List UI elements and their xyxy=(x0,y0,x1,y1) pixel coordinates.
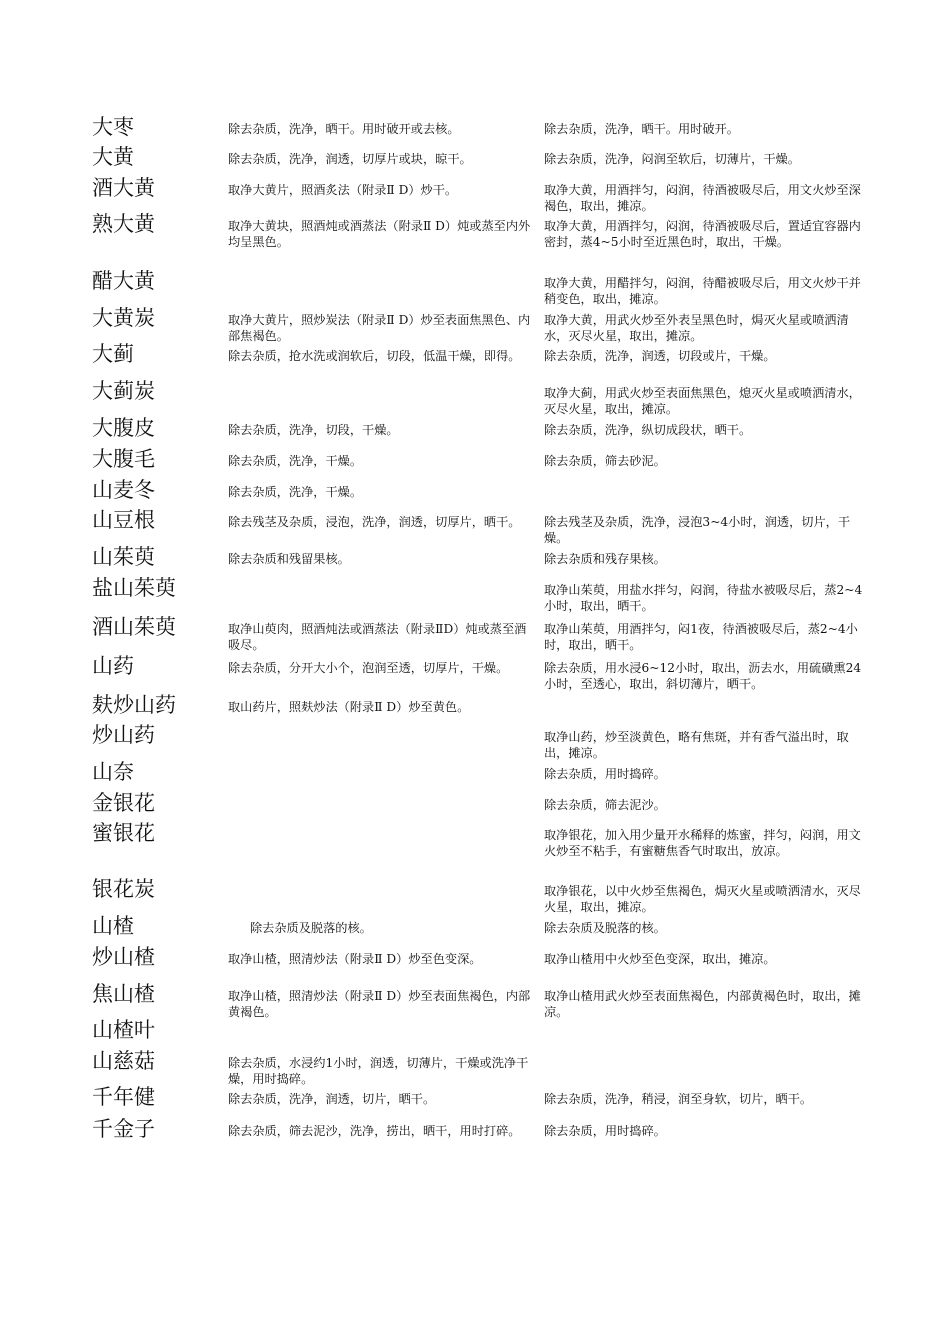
processing-method-2: 取净大黄，用武火炒至外表呈黑色时，焗灭火星或喷洒清水，灭尽火星，取出，摊凉。 xyxy=(544,313,849,343)
table-row xyxy=(0,820,950,858)
table-row xyxy=(0,759,950,784)
herb-name: 大蓟炭 xyxy=(92,379,155,403)
table-row xyxy=(0,477,950,502)
processing-method-2: 取净大蓟，用武火炒至表面焦黑色，熄灭火星或喷洒清水，灭尽火星，取出，摊凉。 xyxy=(544,386,861,416)
table-row xyxy=(0,876,950,914)
table-row xyxy=(0,144,950,169)
table-row xyxy=(0,692,950,717)
processing-method-2: 取净山楂用中火炒至色变深，取出，摊凉。 xyxy=(544,952,776,966)
table-row xyxy=(0,175,950,213)
processing-method-1: 除去杂质，洗净，切段，干燥。 xyxy=(228,423,399,437)
table-row xyxy=(0,1017,950,1042)
herb-name: 大腹皮 xyxy=(92,416,155,440)
herb-name: 焦山楂 xyxy=(92,982,155,1006)
processing-method-2: 取净山茱萸，用盐水拌匀，闷润，待盐水被吸尽后，蒸2~4小时，取出，晒干。 xyxy=(544,583,863,613)
processing-method-1: 除去杂质，抢水洗或润软后，切段，低温干燥，即得。 xyxy=(228,349,521,363)
processing-method-1: 除去杂质，洗净，干燥。 xyxy=(228,485,363,499)
processing-method-2: 除去杂质，洗净，润透，切段或片，干燥。 xyxy=(544,349,776,363)
processing-method-1: 除去杂质和残留果核。 xyxy=(228,552,350,566)
herb-name: 山茱萸 xyxy=(92,545,155,569)
processing-method-2: 除去杂质，筛去泥沙。 xyxy=(544,798,666,812)
processing-method-2: 取净山楂用武火炒至表面焦褐色，内部黄褐色时，取出，摊凉。 xyxy=(544,989,861,1019)
herb-name: 盐山茱萸 xyxy=(92,576,176,600)
processing-method-1: 除去杂质，洗净，干燥。 xyxy=(228,454,363,468)
table-row xyxy=(0,944,950,969)
processing-method-1: 除去杂质，分开大小个，泡润至透，切厚片，干燥。 xyxy=(228,661,509,675)
table-row xyxy=(0,114,950,139)
herb-name: 大腹毛 xyxy=(92,447,155,471)
processing-method-2: 除去杂质，洗净，闷润至软后，切薄片，干燥。 xyxy=(544,152,800,166)
processing-method-1: 取净山楂，照清炒法（附录Ⅱ D）炒至色变深。 xyxy=(228,952,482,966)
herb-name: 炒山药 xyxy=(92,723,155,747)
herb-name: 大枣 xyxy=(92,115,134,139)
table-row xyxy=(0,614,950,652)
table-row xyxy=(0,341,950,366)
processing-method-1: 取净大黄块，照酒炖或酒蒸法（附录Ⅱ D）炖或蒸至内外均呈黑色。 xyxy=(228,219,531,249)
processing-method-1: 取净大黄片，照酒炙法（附录Ⅱ D）炒干。 xyxy=(228,183,458,197)
herb-name: 山楂叶 xyxy=(92,1018,155,1042)
table-row xyxy=(0,268,950,306)
herb-name: 千金子 xyxy=(92,1117,155,1141)
table-row xyxy=(0,575,950,613)
processing-method-2: 除去杂质，筛去砂泥。 xyxy=(544,454,666,468)
table-row xyxy=(0,653,950,691)
table-row xyxy=(0,211,950,249)
herb-name: 山豆根 xyxy=(92,508,155,532)
processing-method-2: 除去杂质，用时捣碎。 xyxy=(544,767,666,781)
processing-method-2: 取净大黄，用酒拌匀，闷润，待酒被吸尽后，用文火炒至深褐色，取出，摊凉。 xyxy=(544,183,861,213)
processing-method-1: 除去杂质，筛去泥沙，洗净，捞出，晒干，用时打碎。 xyxy=(228,1124,521,1138)
herb-name: 蜜银花 xyxy=(92,821,155,845)
processing-method-2: 取净大黄，用醋拌匀，闷润，待醋被吸尽后，用文火炒干并稍变色，取出，摊凉。 xyxy=(544,276,861,306)
herb-name: 炒山楂 xyxy=(92,945,155,969)
table-row xyxy=(0,415,950,440)
processing-method-2: 取净山茱萸，用酒拌匀，闷1夜，待酒被吸尽后，蒸2~4小时，取出，晒干。 xyxy=(544,622,858,652)
processing-method-1: 除去杂质，水浸约1小时，润透，切薄片，干燥或洗净干燥，用时捣碎。 xyxy=(228,1056,529,1086)
processing-method-1: 除去杂质，洗净，晒干。用时破开或去核。 xyxy=(228,122,460,136)
herb-name: 醋大黄 xyxy=(92,269,155,293)
table-row xyxy=(0,544,950,569)
herb-name: 山奈 xyxy=(92,760,134,784)
herb-name: 山楂 xyxy=(92,914,134,938)
herb-name: 酒山茱萸 xyxy=(92,615,176,639)
processing-method-2: 除去杂质，洗净，纵切成段状，晒干。 xyxy=(544,423,752,437)
processing-method-1: 取净山楂，照清炒法（附录Ⅱ D）炒至表面焦褐色，内部黄褐色。 xyxy=(228,989,531,1019)
processing-method-1: 除去杂质，洗净，润透，切厚片或块，晾干。 xyxy=(228,152,472,166)
table-row xyxy=(0,1048,950,1086)
processing-method-2: 除去杂质，洗净，晒干。用时破开。 xyxy=(544,122,739,136)
processing-method-2: 除去残茎及杂质，洗净，浸泡3~4小时，润透，切片，干燥。 xyxy=(544,515,851,545)
processing-method-2: 除去杂质和残存果核。 xyxy=(544,552,666,566)
table-row xyxy=(0,913,950,938)
processing-method-1: 取净大黄片，照炒炭法（附录Ⅱ D）炒至表面焦黑色、内部焦褐色。 xyxy=(228,313,531,343)
herb-name: 银花炭 xyxy=(92,877,155,901)
processing-method-2: 除去杂质，洗净，稍浸，润至身软，切片，晒干。 xyxy=(544,1092,813,1106)
table-row xyxy=(0,1084,950,1109)
processing-method-2: 取净山药，炒至淡黄色，略有焦斑，并有香气溢出时，取出，摊凉。 xyxy=(544,730,849,760)
herb-name: 山药 xyxy=(92,654,134,678)
table-row xyxy=(0,981,950,1019)
processing-method-1: 除去残茎及杂质，浸泡，洗净，润透，切厚片，晒干。 xyxy=(228,515,521,529)
herb-name: 麸炒山药 xyxy=(92,693,176,717)
herb-name: 山慈菇 xyxy=(92,1049,155,1073)
table-row xyxy=(0,507,950,545)
table-row xyxy=(0,378,950,416)
table-row xyxy=(0,722,950,760)
herb-name: 千年健 xyxy=(92,1085,155,1109)
herb-name: 酒大黄 xyxy=(92,176,155,200)
processing-method-1: 取山药片，照麸炒法（附录Ⅱ D）炒至黄色。 xyxy=(228,700,470,714)
processing-method-1: 除去杂质，洗净，润透，切片，晒干。 xyxy=(228,1092,436,1106)
herb-name: 大黄 xyxy=(92,145,134,169)
table-row xyxy=(0,1116,950,1141)
processing-method-2: 除去杂质，用水浸6~12小时，取出，沥去水，用硫磺熏24小时，至透心，取出，斜切薄片，晒干。 xyxy=(544,661,862,691)
herb-name: 大黄炭 xyxy=(92,306,155,330)
herb-name: 熟大黄 xyxy=(92,212,155,236)
table-row xyxy=(0,305,950,343)
processing-method-2: 除去杂质及脱落的核。 xyxy=(544,921,666,935)
processing-method-1: 取净山萸肉，照酒炖法或酒蒸法（附录ⅡD）炖或蒸至酒吸尽。 xyxy=(228,622,527,652)
processing-method-2: 取净银花，加入用少量开水稀释的炼蜜，拌匀，闷润，用文火炒至不粘手，有蜜糖焦香气时取出，放凉。 xyxy=(544,828,861,858)
herb-name: 金银花 xyxy=(92,791,155,815)
table-row xyxy=(0,790,950,815)
processing-method-2: 取净大黄，用酒拌匀，闷润，待酒被吸尽后，置适宜容器内密封，蒸4~5小时至近黑色时，取出，干燥。 xyxy=(544,219,861,249)
herb-name: 大蓟 xyxy=(92,342,134,366)
processing-method-2: 取净银花，以中火炒至焦褐色，焗灭火星或喷洒清水，灭尽火星，取出，摊凉。 xyxy=(544,884,861,914)
table-row xyxy=(0,446,950,471)
herb-name: 山麦冬 xyxy=(92,478,155,502)
processing-method-2: 除去杂质，用时捣碎。 xyxy=(544,1124,666,1138)
processing-method-1: 除去杂质及脱落的核。 xyxy=(250,921,372,935)
